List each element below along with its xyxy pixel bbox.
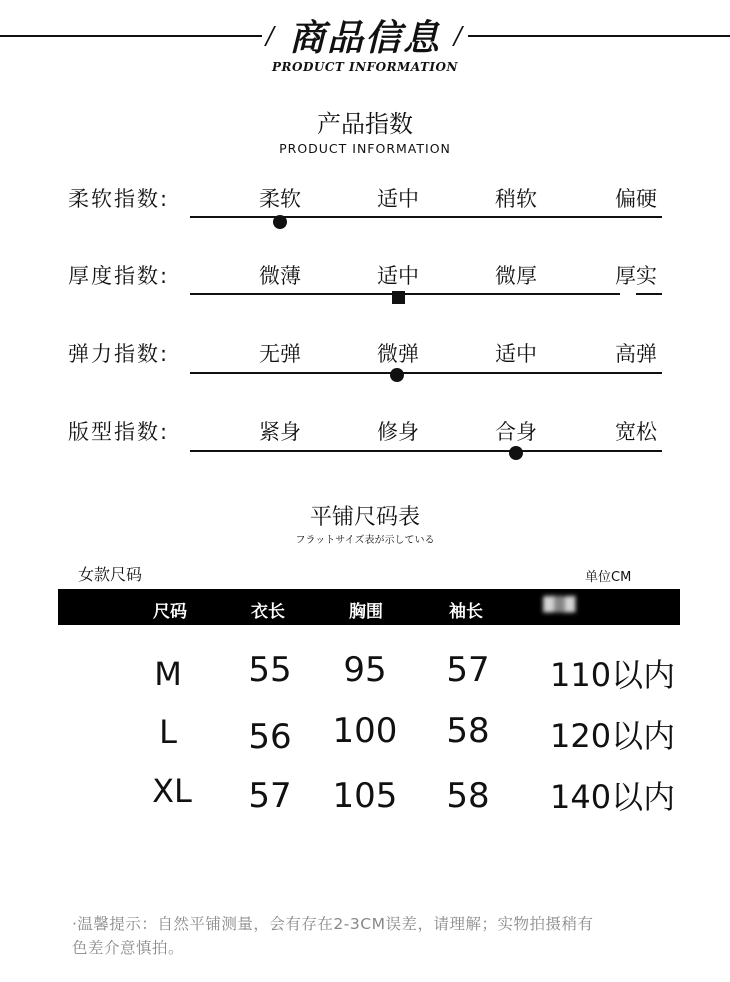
cell-size: M — [154, 655, 182, 693]
header-slash-left: / — [266, 22, 275, 50]
cell-size: XL — [152, 772, 192, 810]
unit-label: 单位CM — [585, 570, 632, 585]
index-option: 高弹 — [615, 342, 657, 366]
cell-length: 57 — [248, 776, 292, 816]
index-marker-square — [392, 291, 405, 304]
cell-length: 55 — [248, 650, 292, 690]
index-option: 微厚 — [495, 264, 537, 288]
index-marker-dot — [273, 215, 287, 229]
cell-sleeve: 58 — [446, 776, 490, 816]
index-marker-dot — [390, 368, 404, 382]
index-option: 厚实 — [615, 264, 657, 288]
index-label: 版型指数: — [68, 420, 170, 444]
header-sleeve: 袖长 — [449, 602, 483, 622]
cell-size: L — [159, 713, 177, 751]
index-scale-line-end — [636, 293, 662, 295]
index-label: 柔软指数: — [68, 187, 170, 211]
size-category-label: 女款尺码 — [78, 565, 143, 584]
cell-chest: 105 — [332, 776, 398, 816]
index-label: 厚度指数: — [68, 264, 170, 288]
index-option: 合身 — [495, 420, 537, 444]
index-option: 适中 — [377, 264, 419, 288]
cell-extra: 140以内 — [550, 778, 676, 816]
footer-note — [72, 912, 682, 960]
size-section-title: 平铺尺码表 — [309, 505, 420, 530]
page-title: 商品信息 — [288, 17, 441, 59]
index-option: 微薄 — [259, 264, 301, 288]
index-option: 紧身 — [259, 420, 301, 444]
cell-sleeve: 57 — [446, 650, 490, 690]
index-option: 适中 — [495, 342, 537, 366]
index-option: 微弹 — [377, 342, 419, 366]
header-size: 尺码 — [153, 602, 187, 622]
index-scale-line — [190, 216, 662, 218]
index-scale-line — [190, 372, 662, 374]
footer-line-2: 色差介意慎拍。 — [72, 939, 185, 957]
header-slash-right: / — [454, 22, 463, 50]
cell-chest: 100 — [332, 711, 398, 751]
cell-chest: 95 — [343, 650, 387, 690]
cell-extra: 120以内 — [550, 717, 676, 755]
index-option: 适中 — [377, 187, 419, 211]
footer-line-1: ·温馨提示：自然平铺测量，会有存在2-3CM误差，请理解；实物拍摄稍有 — [72, 915, 594, 933]
index-scale-line — [190, 450, 662, 452]
index-option: 稍软 — [495, 187, 537, 211]
index-option: 柔软 — [259, 187, 301, 211]
header-chest: 胸围 — [349, 602, 383, 622]
index-section-subtitle: PRODUCT INFORMATION — [279, 141, 451, 156]
header-line-right — [468, 35, 730, 37]
header-obscured: ▓▒▓ — [543, 597, 576, 613]
cell-extra: 110以内 — [550, 656, 676, 694]
index-option: 修身 — [377, 420, 419, 444]
index-option: 宽松 — [615, 420, 657, 444]
size-section-subtitle: フラットサイズ表が示している — [295, 535, 435, 546]
cell-sleeve: 58 — [446, 711, 490, 751]
page-subtitle: PRODUCT INFORMATION — [272, 60, 458, 74]
header-length: 衣长 — [251, 602, 285, 622]
index-scale-line — [190, 293, 620, 295]
index-section-title: 产品指数 — [317, 110, 413, 138]
index-option: 偏硬 — [615, 187, 657, 211]
cell-length: 56 — [248, 717, 292, 757]
index-label: 弹力指数: — [68, 342, 170, 366]
size-table-header — [58, 589, 680, 625]
index-marker-dot — [509, 446, 523, 460]
index-option: 无弹 — [259, 342, 301, 366]
